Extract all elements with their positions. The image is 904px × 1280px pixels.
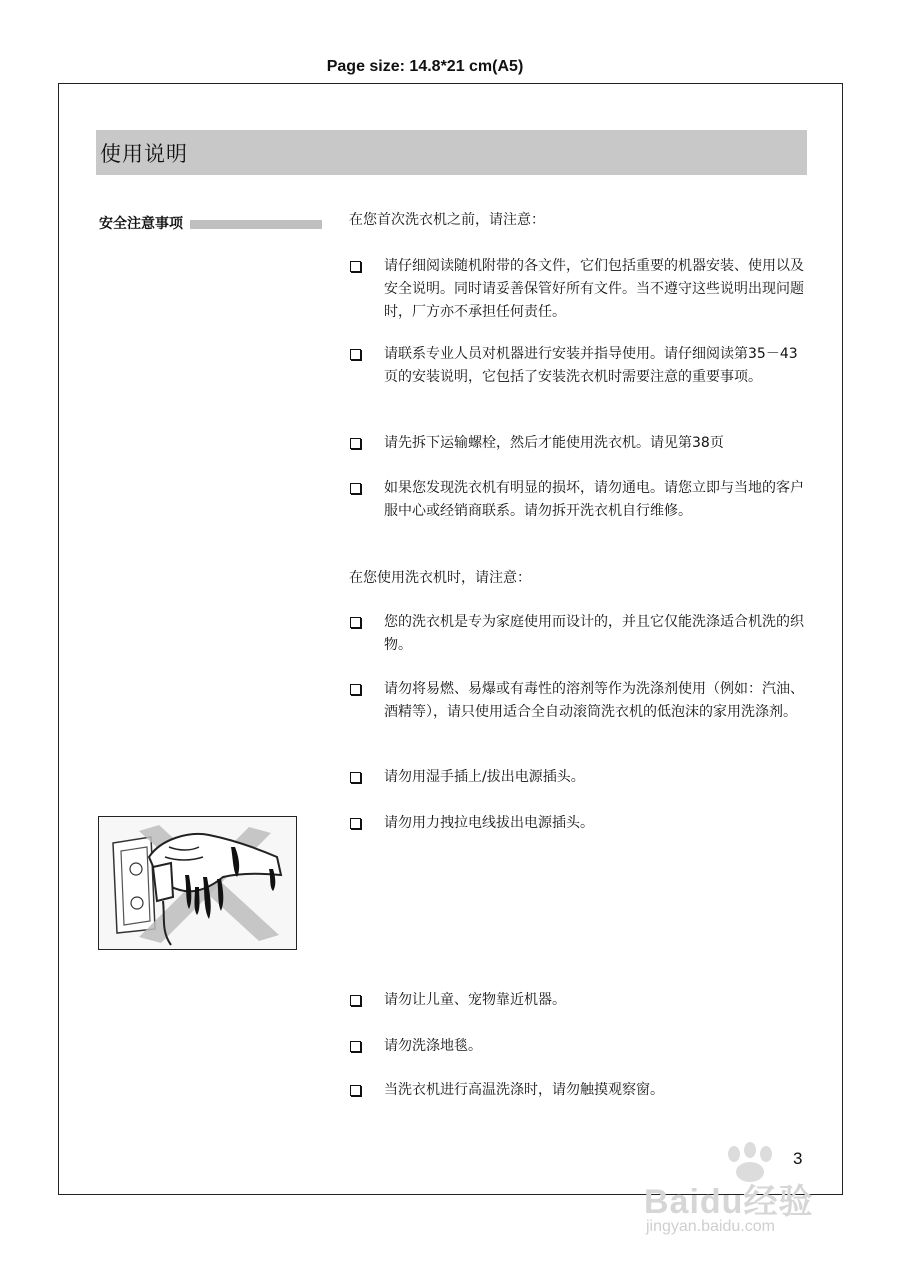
- list-item: 如果您发现洗衣机有明显的损坏，请勿通电。请您立即与当地的客户服中心或经销商联系。请勿拆开洗衣机自行维修。: [349, 477, 809, 523]
- list-item: 当洗衣机进行高温洗涤时，请勿触摸观察窗。: [349, 1079, 809, 1102]
- list-item: 请勿让儿童、宠物靠近机器。: [349, 989, 809, 1012]
- wet-hand-plug-warning-icon: [98, 816, 297, 950]
- list-item: 请联系专业人员对机器进行安装并指导使用。请仔细阅读第35－43页的安装说明，它包括了安装洗衣机时需要注意的重要事项。: [349, 343, 809, 389]
- intro-before-first-use: 在您首次洗衣机之前，请注意：: [349, 212, 545, 228]
- checkbox-icon: [350, 438, 361, 449]
- page-size-header: Page size: 14.8*21 cm(A5): [326, 58, 524, 75]
- title-bar: [96, 130, 807, 175]
- watermark-brand: Baidu经验: [644, 1183, 814, 1221]
- checkbox-icon: [350, 261, 361, 272]
- section-underline-bar: [190, 220, 322, 229]
- list-item: 请先拆下运输螺栓，然后才能使用洗衣机。请见第38页: [349, 432, 809, 455]
- list-item: 请勿用湿手插上/拔出电源插头。: [349, 766, 809, 789]
- list-item: 请勿用力拽拉电线拔出电源插头。: [349, 812, 809, 835]
- watermark-url: jingyan.baidu.com: [646, 1218, 775, 1235]
- checkbox-icon: [350, 1085, 361, 1096]
- checkbox-icon: [350, 818, 361, 829]
- checkbox-icon: [350, 483, 361, 494]
- list-item: 您的洗衣机是专为家庭使用而设计的，并且它仅能洗涤适合机洗的织物。: [349, 611, 809, 657]
- checkbox-icon: [350, 995, 361, 1006]
- intro-during-use: 在您使用洗衣机时，请注意：: [349, 570, 531, 586]
- page-title: 使用说明: [100, 142, 188, 166]
- list-item: 请仔细阅读随机附带的各文件，它们包括重要的机器安装、使用以及安全说明。同时请妥善保管好所有文件。当不遵守这些说明出现问题时，厂方亦不承担任何责任。: [349, 255, 809, 324]
- section-label: 安全注意事项: [99, 216, 183, 232]
- checkbox-icon: [350, 617, 361, 628]
- watermark: [644, 1140, 854, 1250]
- list-item: 请勿洗涤地毯。: [349, 1035, 809, 1058]
- checkbox-icon: [350, 684, 361, 695]
- checkbox-icon: [350, 772, 361, 783]
- page-number: 3: [793, 1149, 803, 1168]
- checkbox-icon: [350, 349, 361, 360]
- checkbox-icon: [350, 1041, 361, 1052]
- list-item: 请勿将易燃、易爆或有毒性的溶剂等作为洗涤剂使用（例如：汽油、酒精等），请只使用适合全自动滚筒洗衣机的低泡沫的家用洗涤剂。: [349, 678, 809, 724]
